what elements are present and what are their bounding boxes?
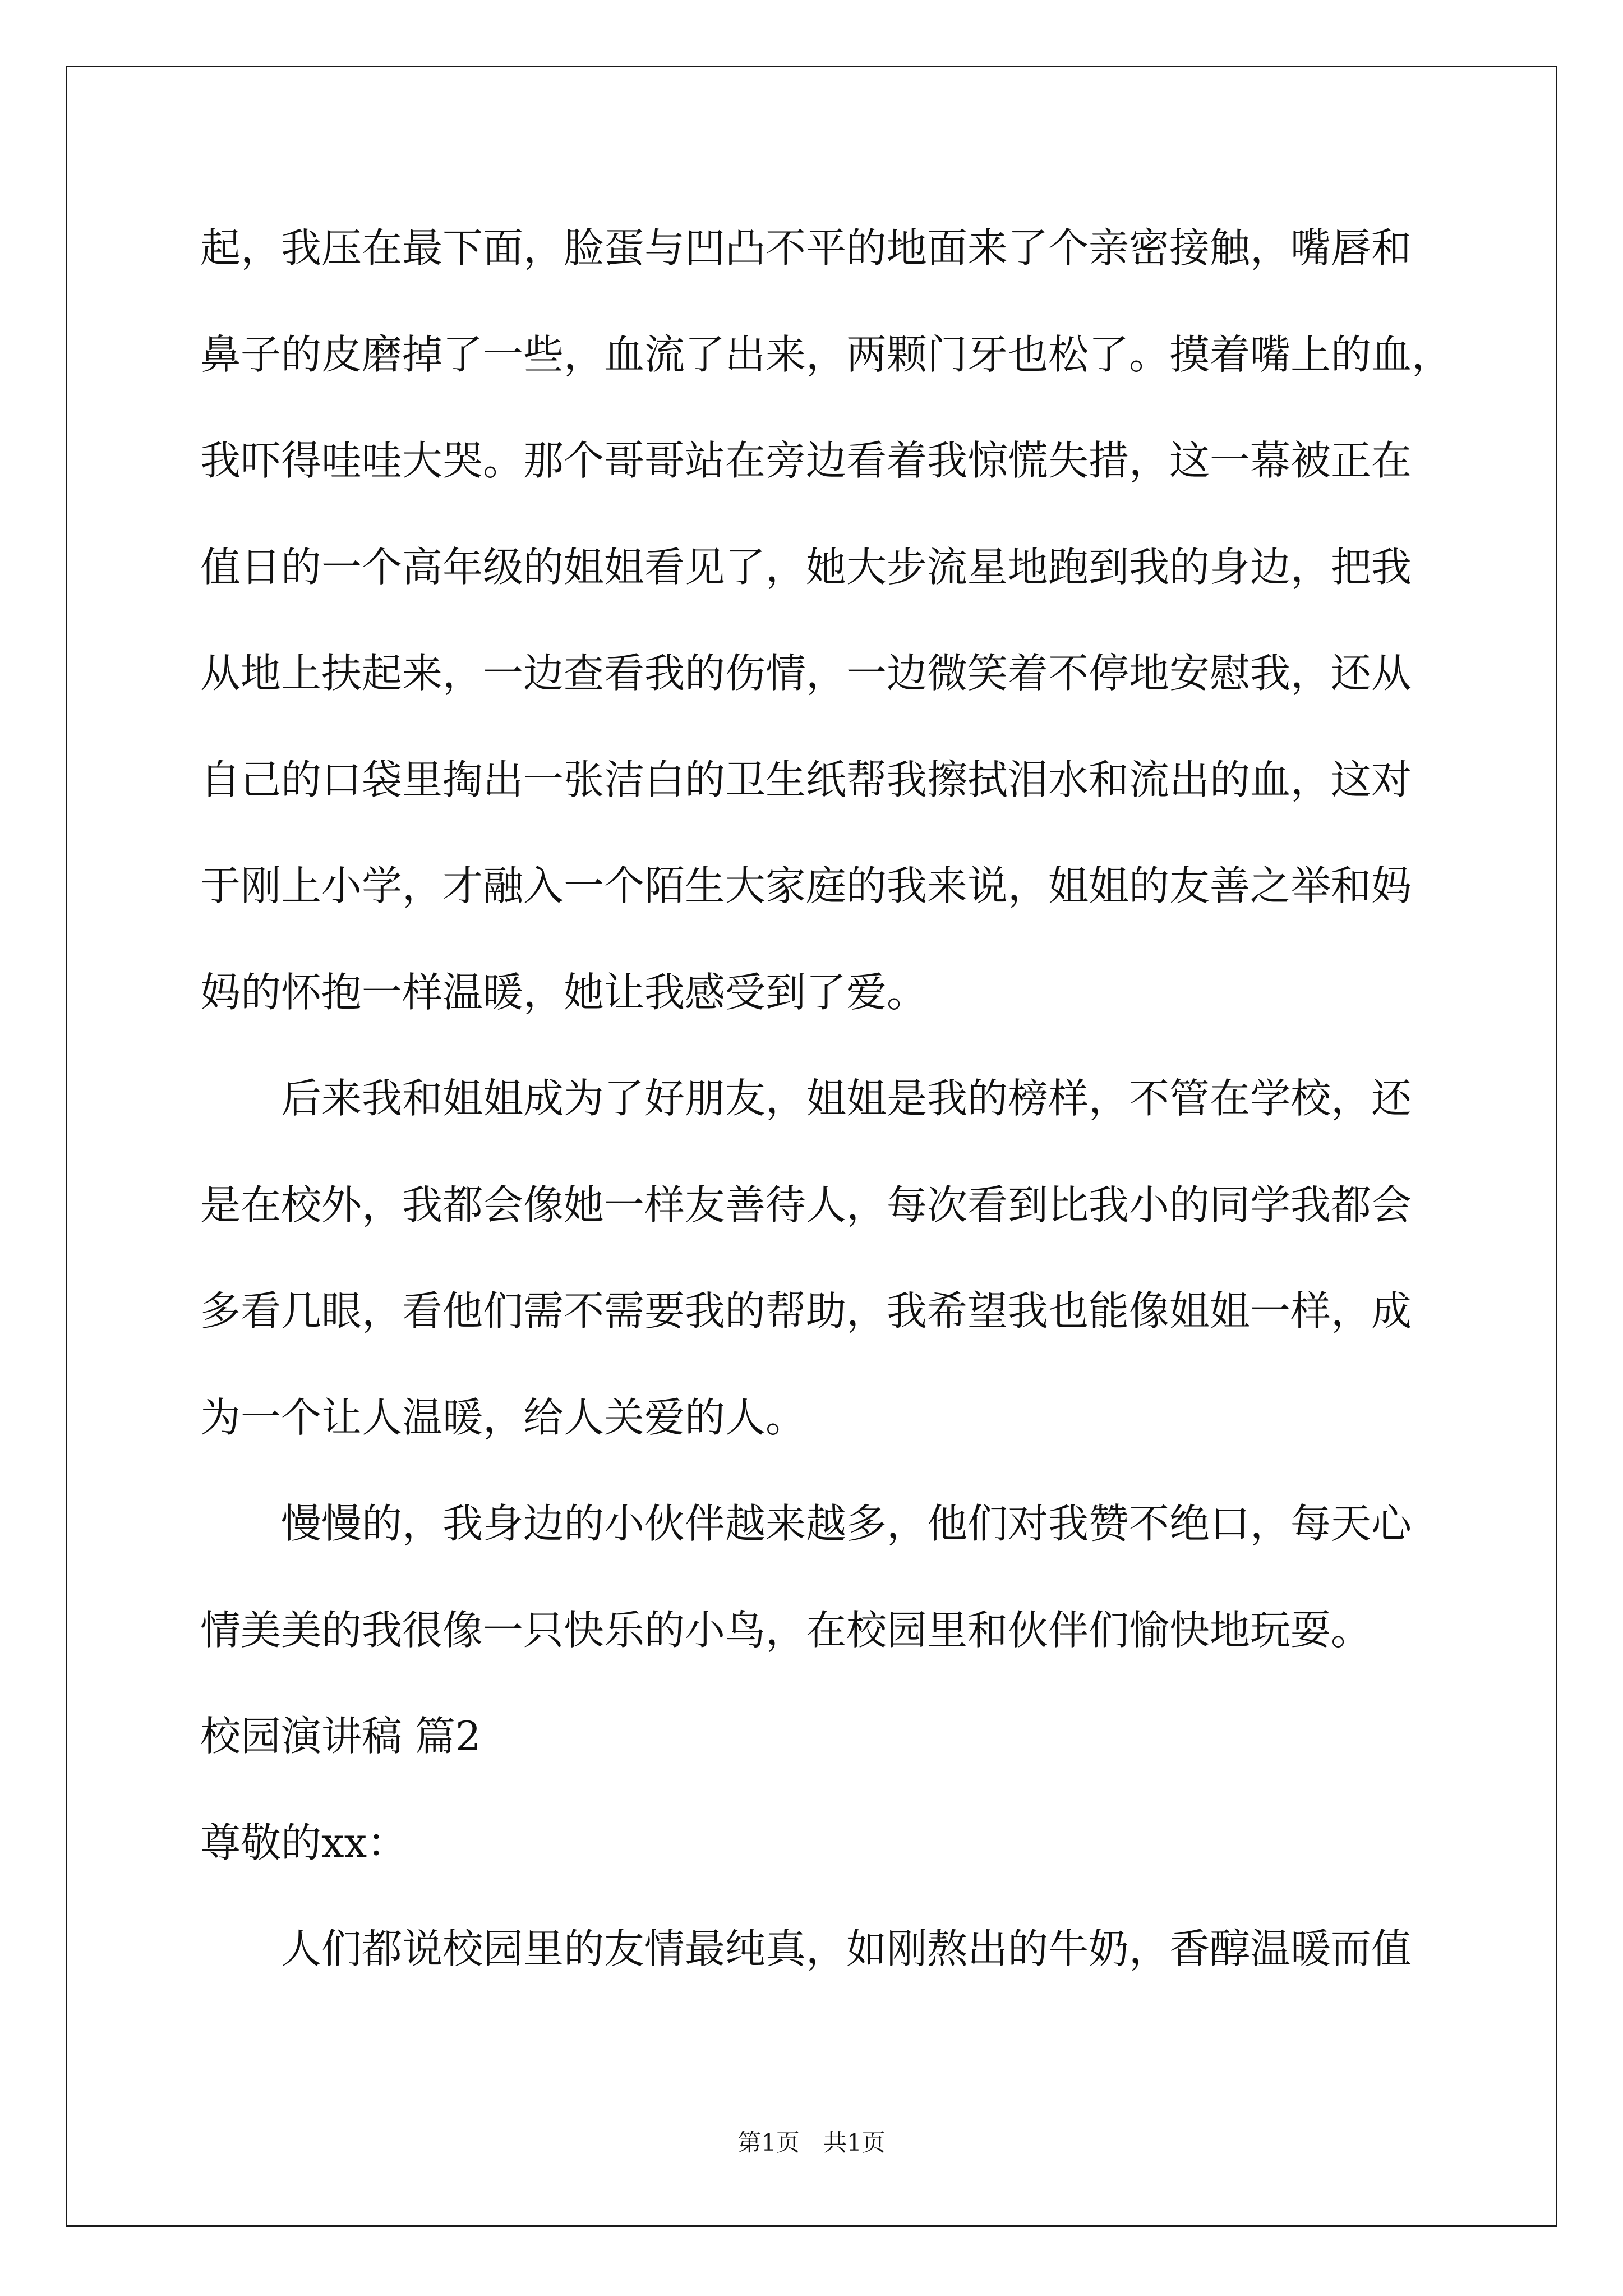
body-line: 于刚上小学，才融入一个陌生大家庭的我来说，姐姐的友善之举和妈 [200, 862, 1412, 909]
body-line: 是在校外，我都会像她一样友善待人，每次看到比我小的同学我都会 [200, 1181, 1412, 1228]
body-line: 多看几眼，看他们需不需要我的帮助，我希望我也能像姐姐一样，成 [200, 1287, 1412, 1335]
body-line: 妈的怀抱一样温暖，她让我感受到了爱。 [200, 968, 928, 1016]
paragraph [200, 1896, 1490, 2003]
body-line: 为一个让人温暖，给人关爱的人。 [200, 1393, 806, 1441]
document-body [200, 195, 1490, 2003]
body-line: 鼻子的皮磨掉了一些，血流了出来，两颗门牙也松了。摸着嘴上的血， [200, 330, 1453, 378]
paragraph [200, 1046, 1490, 1471]
paragraph [200, 1471, 1490, 1683]
page-footer: 第1页 共1页 [737, 2129, 886, 2156]
body-line: 值日的一个高年级的姐姐看见了，她大步流星地跑到我的身边，把我 [200, 543, 1412, 591]
paragraph [200, 195, 1490, 1046]
body-line: 从地上扶起来，一边查看我的伤情，一边微笑着不停地安慰我，还从 [200, 650, 1412, 697]
body-line: 人们都说校园里的友情最纯真，如刚熬出的牛奶，香醇温暖而值 [281, 1925, 1412, 1972]
section-heading: 校园演讲稿 篇2 [200, 1713, 481, 1760]
body-line: 起，我压在最下面，脸蛋与凹凸不平的地面来了个亲密接触，嘴唇和 [200, 224, 1412, 272]
body-line: 自己的口袋里掏出一张洁白的卫生纸帮我擦拭泪水和流出的血，这对 [200, 756, 1412, 803]
body-line: 情美美的我很像一只快乐的小鸟，在校园里和伙伴们愉快地玩耍。 [200, 1606, 1372, 1654]
salutation: 尊敬的xx： [200, 1819, 408, 1866]
body-line: 我吓得哇哇大哭。那个哥哥站在旁边看着我惊慌失措，这一幕被正在 [200, 437, 1412, 484]
body-line: 慢慢的，我身边的小伙伴越来越多，他们对我赞不绝口，每天心 [281, 1500, 1412, 1547]
body-line: 后来我和姐姐成为了好朋友，姐姐是我的榜样，不管在学校，还 [281, 1075, 1412, 1122]
